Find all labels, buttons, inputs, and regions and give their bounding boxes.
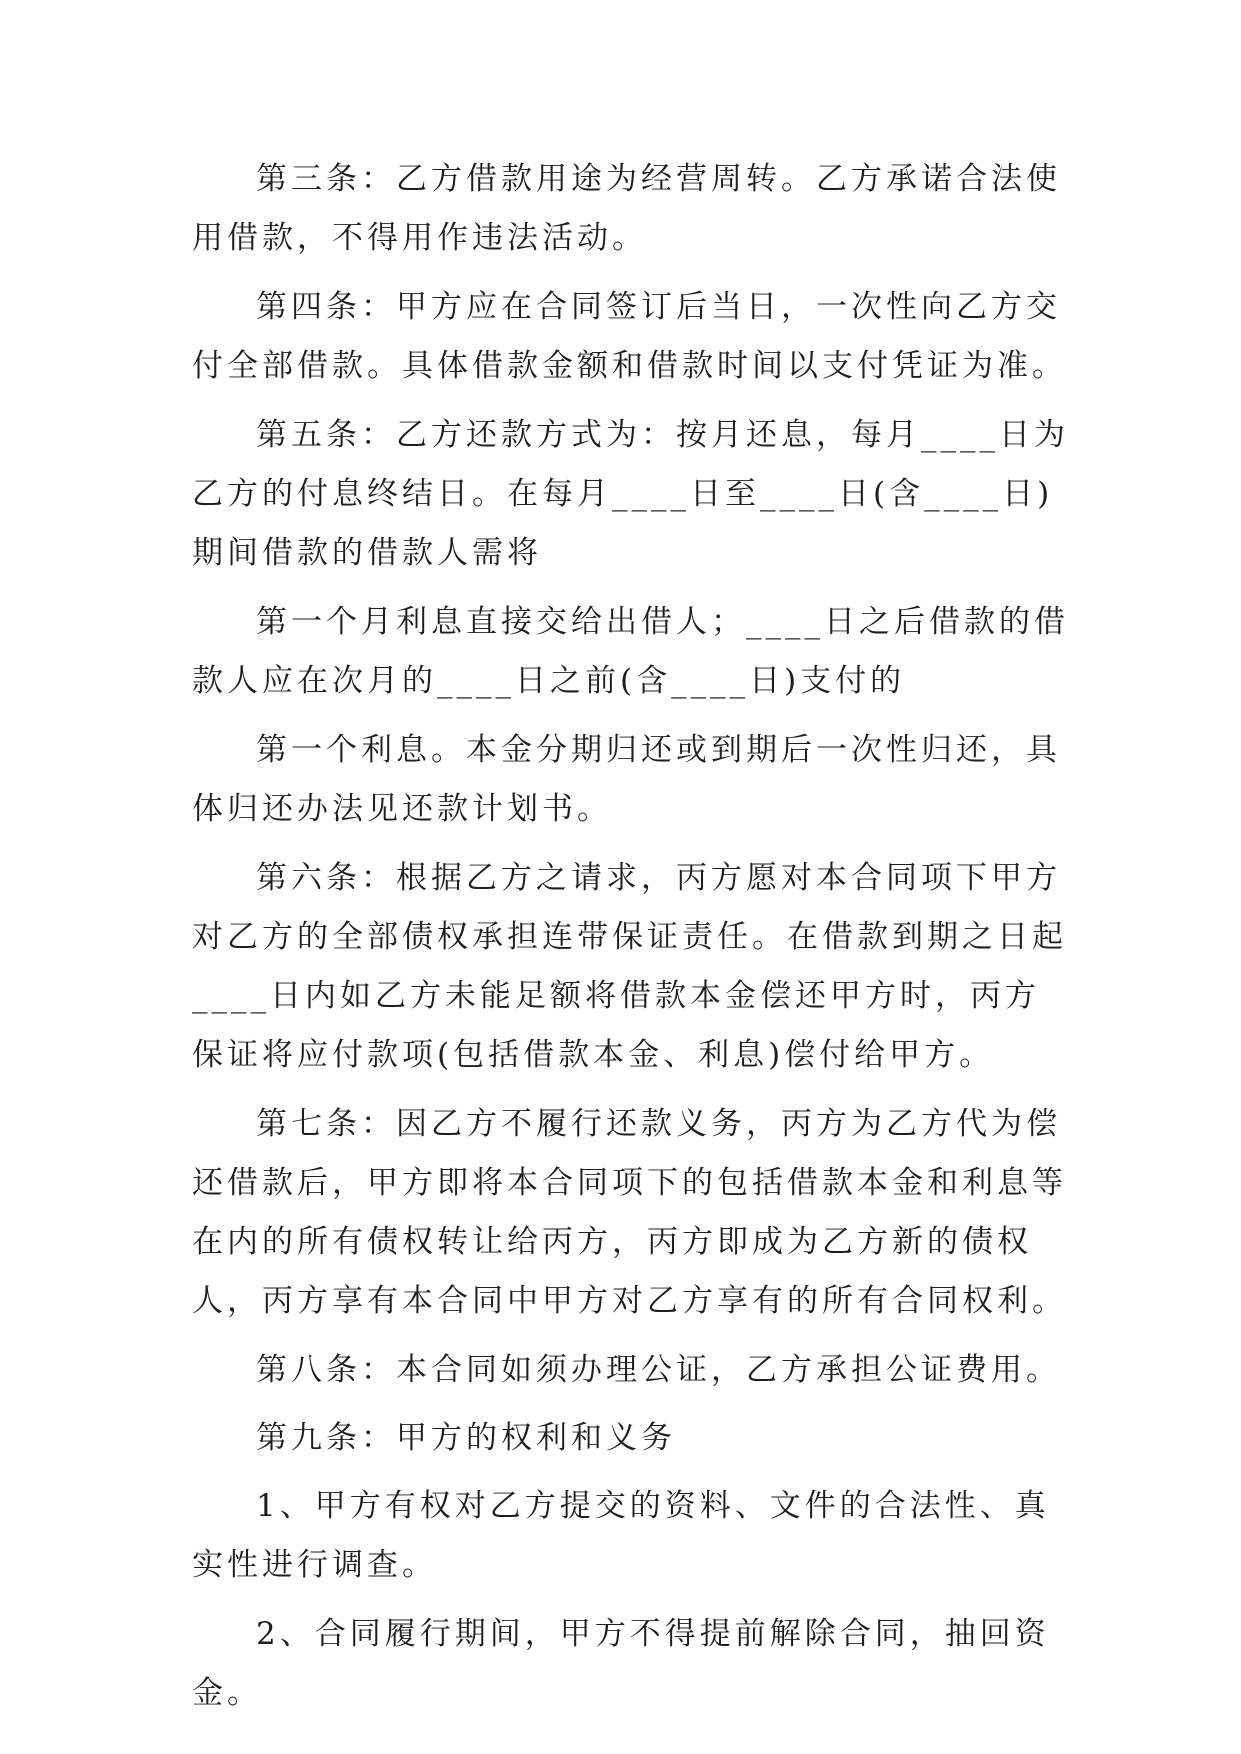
article-5-continued-paragraph: 第一个月利息直接交给出借人；____日之后借款的借款人应在次月的____日之前(含____日)支付的 <box>192 604 1069 699</box>
article-9-item-1: 1、甲方有权对乙方提交的资料、文件的合法性、真实性进行调查。 <box>192 1488 1050 1583</box>
article-4-paragraph: 第四条：甲方应在合同签订后当日，一次性向乙方交付全部借款。具体借款金额和借款时间以支付凭证为准。 <box>192 289 1067 384</box>
article-8-paragraph: 第八条：本合同如须办理公证，乙方承担公证费用。 <box>256 1352 1061 1388</box>
article-6-paragraph: 第六条：根据乙方之请求，丙方愿对本合同项下甲方对乙方的全部债权承担连带保证责任。在借款到期之日起____日内如乙方未能足额将借款本金偿还甲方时，丙方保证将应付款项(包括借款本金、利息)偿付给甲方。 <box>192 860 1067 1073</box>
article-9-item-2: 2、合同履行期间，甲方不得提前解除合同，抽回资金。 <box>192 1616 1050 1711</box>
article-3-paragraph: 第三条：乙方借款用途为经营周转。乙方承诺合法使用借款，不得用作违法活动。 <box>192 161 1061 256</box>
document-body <box>192 150 1072 1733</box>
article-5-repayment-paragraph: 第一个利息。本金分期归还或到期后一次性归还，具体归还办法见还款计划书。 <box>192 732 1061 827</box>
article-7-paragraph: 第七条：因乙方不履行还款义务，丙方为乙方代为偿还借款后，甲方即将本合同项下的包括借款本金和利息等在内的所有债权转让给丙方，丙方即成为乙方新的债权人，丙方享有本合同中甲方对乙方享有的所有合同权利。 <box>192 1106 1067 1319</box>
article-5-paragraph: 第五条：乙方还款方式为：按月还息，每月____日为乙方的付息终结日。在每月____日至____日(含____日)期间借款的借款人需将 <box>192 417 1069 571</box>
article-9-heading: 第九条：甲方的权利和义务 <box>256 1420 676 1456</box>
